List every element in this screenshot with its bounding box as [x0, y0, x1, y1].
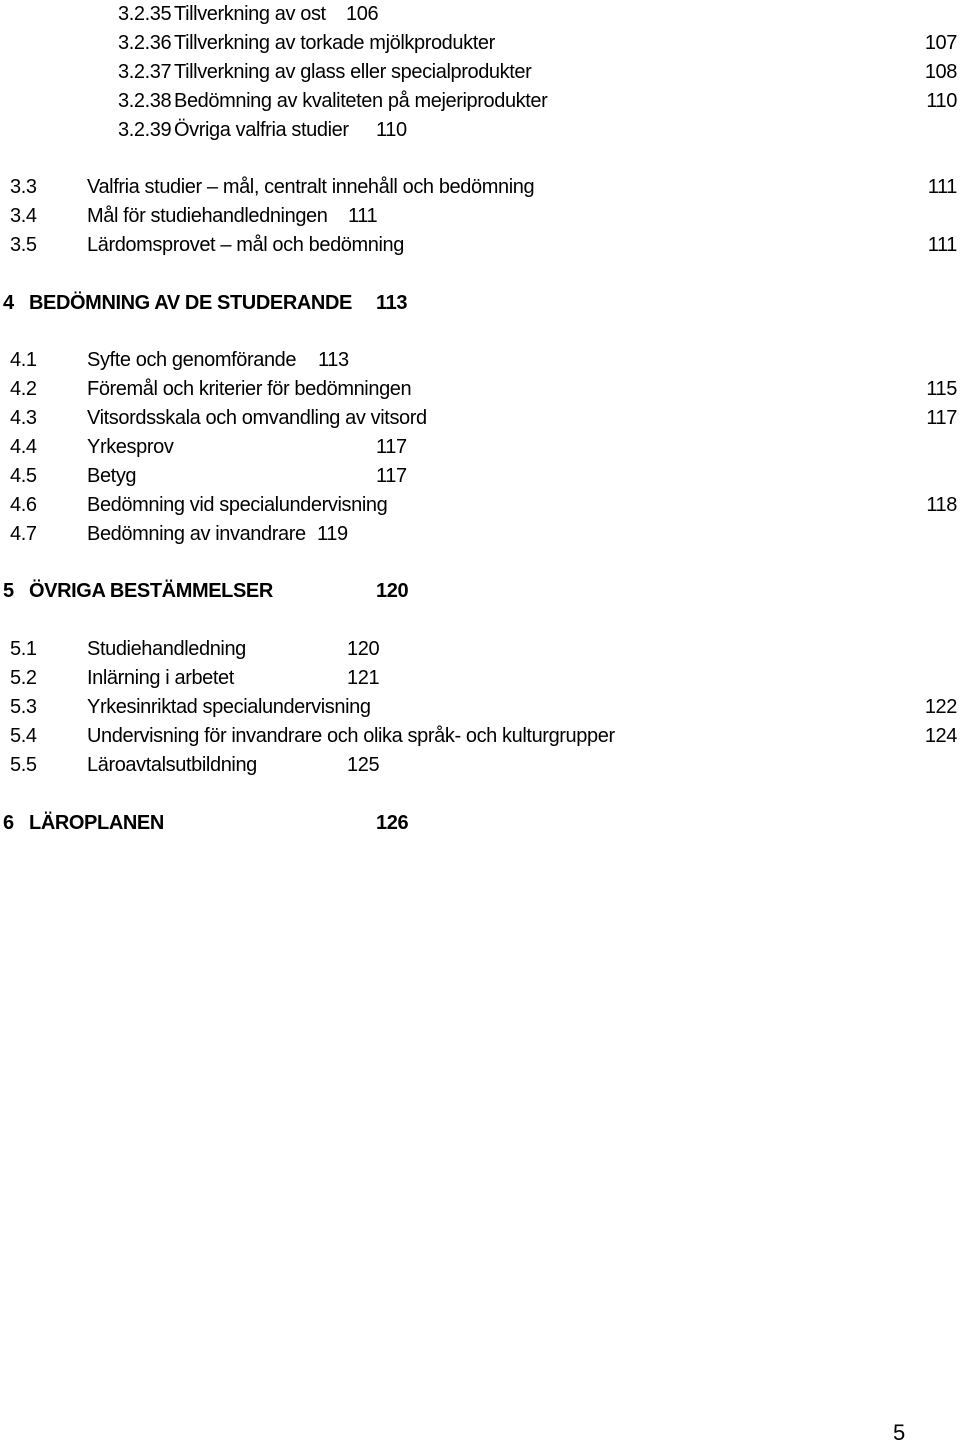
toc-entry-number: 5.2: [10, 667, 37, 689]
toc-entry-title: Bedömning vid specialundervisning: [87, 494, 388, 516]
toc-entry-number: 5.3: [10, 696, 37, 718]
toc-entry-page: 113: [318, 349, 349, 371]
toc-entry-number: 5.4: [10, 725, 37, 747]
page-number: 5: [893, 1420, 906, 1445]
toc-entry-title: Övriga valfria studier: [174, 119, 349, 141]
toc-entry-page: 117: [376, 436, 407, 458]
toc-entry-number: 4: [3, 292, 14, 314]
toc-entry-5-2: [0, 664, 960, 693]
toc-entry-title: Bedömning av kvaliteten på mejeriprodukter: [174, 90, 548, 112]
toc-entry-4-1: [0, 346, 960, 375]
toc-entry-page: 125: [347, 754, 380, 776]
toc-entry-title: ÖVRIGA BESTÄMMELSER: [29, 580, 273, 602]
toc-entry-title: Tillverkning av torkade mjölkprodukter: [174, 32, 495, 54]
toc-entry-number: 5: [3, 580, 14, 602]
toc-entry-title: Tillverkning av ost: [174, 3, 326, 25]
toc-entry-page: 108: [924, 61, 957, 83]
toc-entry-3-3: [0, 173, 960, 202]
toc-entry-title: BEDÖMNING AV DE STUDERANDE: [29, 292, 352, 314]
toc-entry-page: 111: [927, 176, 957, 198]
toc-entry-3-2-37: [0, 58, 960, 87]
toc-entry-page: 121: [347, 667, 380, 689]
toc-entry-number: 3.5: [10, 234, 37, 256]
toc-entry-page: 110: [926, 90, 957, 112]
toc-chapter-6: [0, 809, 960, 838]
toc-entry-title: Betyg: [87, 465, 137, 487]
toc-entry-page: 111: [348, 205, 378, 227]
toc-entry-title: Inlärning i arbetet: [87, 667, 234, 689]
toc-entry-page: 106: [346, 3, 379, 25]
toc-entry-number: 4.7: [10, 523, 37, 545]
toc-entry-title: Undervisning för invandrare och olika språk- och kulturgrupper: [87, 725, 615, 747]
toc-entry-page: 111: [927, 234, 957, 256]
toc-entry-4-6: [0, 491, 960, 520]
toc-entry-3-4: [0, 202, 960, 231]
toc-entry-number: 4.1: [10, 349, 37, 371]
toc-entry-page: 117: [376, 465, 407, 487]
toc-entry-number: 6: [3, 812, 14, 834]
toc-entry-4-2: [0, 375, 960, 404]
toc-entry-number: 3.2.35: [118, 3, 172, 25]
toc-chapter-5: [0, 577, 960, 606]
toc-entry-page: 113: [376, 292, 408, 314]
toc-entry-title: Läroavtalsutbildning: [87, 754, 257, 776]
toc-entry-title: Valfria studier – mål, centralt innehåll och bedömning: [87, 176, 535, 198]
toc-entry-number: 5.5: [10, 754, 37, 776]
toc-entry-page: 120: [347, 638, 380, 660]
toc-entry-title: Bedömning av invandrare: [87, 523, 306, 545]
toc-entry-3-2-36: [0, 29, 960, 58]
toc-entry-number: 4.5: [10, 465, 37, 487]
toc-entry-page: 122: [924, 696, 957, 718]
toc-entry-5-4: [0, 722, 960, 751]
toc-entry-number: 4.6: [10, 494, 37, 516]
toc-entry-page: 107: [924, 32, 957, 54]
toc-entry-title: Mål för studiehandledningen: [87, 205, 328, 227]
toc-entry-title: Tillverkning av glass eller specialprodukter: [174, 61, 532, 83]
toc-entry-number: 4.3: [10, 407, 37, 429]
toc-entry-number: 3.2.36: [118, 32, 172, 54]
toc-entry-number: 3.4: [10, 205, 37, 227]
toc-entry-4-3: [0, 404, 960, 433]
toc-entry-page: 118: [926, 494, 957, 516]
toc-entry-page: 119: [317, 523, 348, 545]
toc-entry-title: LÄROPLANEN: [29, 812, 164, 834]
toc-entry-title: Föremål och kriterier för bedömningen: [87, 378, 412, 400]
toc-entry-3-2-38: [0, 87, 960, 116]
toc-entry-4-5: [0, 462, 960, 491]
toc-entry-title: Yrkesprov: [87, 436, 174, 458]
toc-entry-title: Lärdomsprovet – mål och bedömning: [87, 234, 404, 256]
toc-entry-title: Syfte och genomförande: [87, 349, 297, 371]
toc-entry-number: 3.2.37: [118, 61, 172, 83]
toc-entry-number: 4.4: [10, 436, 37, 458]
toc-entry-3-2-39: [0, 116, 960, 145]
toc-entry-title: Vitsordsskala och omvandling av vitsord: [87, 407, 427, 429]
toc-entry-3-2-35: [0, 0, 960, 29]
toc-entry-title: Yrkesinriktad specialundervisning: [87, 696, 371, 718]
toc-entry-3-5: [0, 231, 960, 260]
toc-entry-page: 117: [926, 407, 957, 429]
toc-entry-title: Studiehandledning: [87, 638, 246, 660]
toc-entry-page: 110: [376, 119, 407, 141]
toc-entry-page: 115: [926, 378, 957, 400]
toc-entry-number: 3.2.38: [118, 90, 172, 112]
toc-entry-page: 124: [924, 725, 957, 747]
toc-entry-number: 4.2: [10, 378, 37, 400]
toc-entry-page: 120: [376, 580, 409, 602]
toc-entry-number: 5.1: [10, 638, 37, 660]
toc-entry-number: 3.3: [10, 176, 37, 198]
toc-entry-4-7: [0, 520, 960, 549]
toc-entry-4-4: [0, 433, 960, 462]
toc-entry-number: 3.2.39: [118, 119, 172, 141]
toc-entry-page: 126: [376, 812, 409, 834]
toc-entry-5-3: [0, 693, 960, 722]
toc-entry-5-5: [0, 751, 960, 780]
toc-entry-5-1: [0, 635, 960, 664]
toc-chapter-4: [0, 289, 960, 318]
